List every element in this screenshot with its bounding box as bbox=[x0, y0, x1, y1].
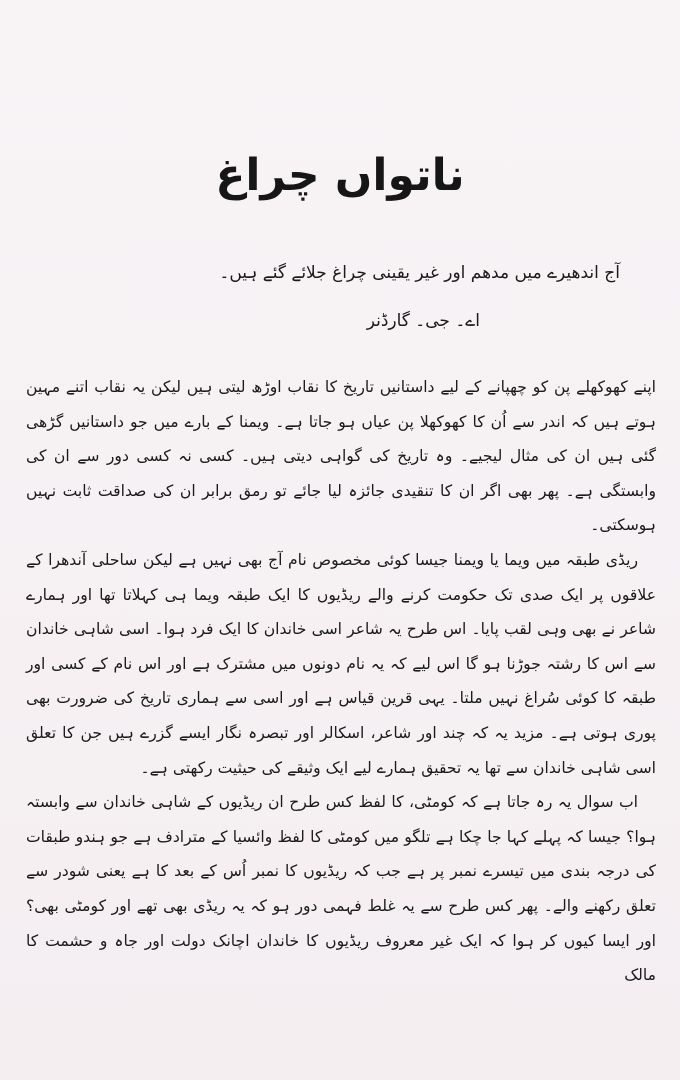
paragraph: اب سوال یہ رہ جاتا ہے کہ کومٹی، کا لفظ کس طرح ان ریڈیوں کے شاہی خاندان سے وابستہ ہوا؟ جیسا کہ پہلے کہا جا چکا ہے تلگو میں کومٹی کا لفظ وائسیا کے مترادف ہے جو ہندو طبقات کی درجہ بندی میں تیسرے نمبر پر ہے جب کہ ریڈیوں کا نمبر اُس کے بعد کا ہے یعنی شودر سے تعلق رکھنے والے۔ پھر کس طرح سے یہ غلط فہمی دور ہو کہ یہ ریڈی بھی تھے اور کومٹی بھی؟ اور ایسا کیوں کر ہوا کہ ایک غیر معروف ریڈیوں کا خاندان اچانک دولت اور جاہ و حشمت کا مالک bbox=[26, 793, 656, 985]
epigraph: آج اندھیرے میں مدھم اور غیر یقینی چراغ جلائے گئے ہیں۔ bbox=[219, 263, 620, 283]
body-text bbox=[26, 370, 656, 993]
paragraph: اپنے کھوکھلے پن کو چھپانے کے لیے داستانیں تاریخ کا نقاب اوڑھ لیتی ہیں لیکن یہ نقاب اتنے مہین ہوتے ہیں کہ اندر سے اُن کا کھوکھلا پن عیاں ہو جاتا ہے۔ ویمنا کے بارے میں جو داستانیں گڑھی گئی ہیں ان کی مثال لیجیے۔ وہ تاریخ کی گواہی دیتی ہیں۔ کسی نہ کسی دور سے ان کی وابستگی ہے۔ پھر بھی اگر ان کا تنقیدی جائزہ لیا جائے تو رمق برابر ان کی صداقت ثابت نہیں ہوسکتی۔ bbox=[26, 378, 656, 535]
epigraph-author: اے۔ جی۔ گارڈنر bbox=[366, 311, 480, 331]
chapter-title: ناتواں چراغ bbox=[215, 150, 465, 201]
paragraph: ریڈی طبقہ میں ویما یا ویمنا جیسا کوئی مخصوص نام آج بھی نہیں ہے لیکن ساحلی آندھرا کے علاقوں پر ایک صدی تک حکومت کرنے والے ریڈیوں کا ایک طبقہ ویما ہی کہلاتا تھا اور ہمارے شاعر نے بھی وہی لقب پایا۔ اس طرح یہ شاعر اسی خاندان کا ایک فرد ہوا۔ اسی شاہی خاندان سے اس کا رشتہ جوڑنا ہو گا اس لیے کہ یہ نام دونوں میں مشترک ہے اور اس نام کے کسی اور طبقہ کا کوئی سُراغ نہیں ملتا۔ یہی قرین قیاس ہے اور اسی سے ہماری تاریخ کی ضرورت بھی پوری ہوتی ہے۔ مزید یہ کہ چند اور شاعر، اسکالر اور تبصرہ نگار ایسے گزرے ہیں جن کا تعلق اسی شاہی خاندان سے تھا یہ تحقیق ہمارے لیے ایک وثیقے کی حیثیت رکھتی ہے۔ bbox=[26, 550, 656, 777]
